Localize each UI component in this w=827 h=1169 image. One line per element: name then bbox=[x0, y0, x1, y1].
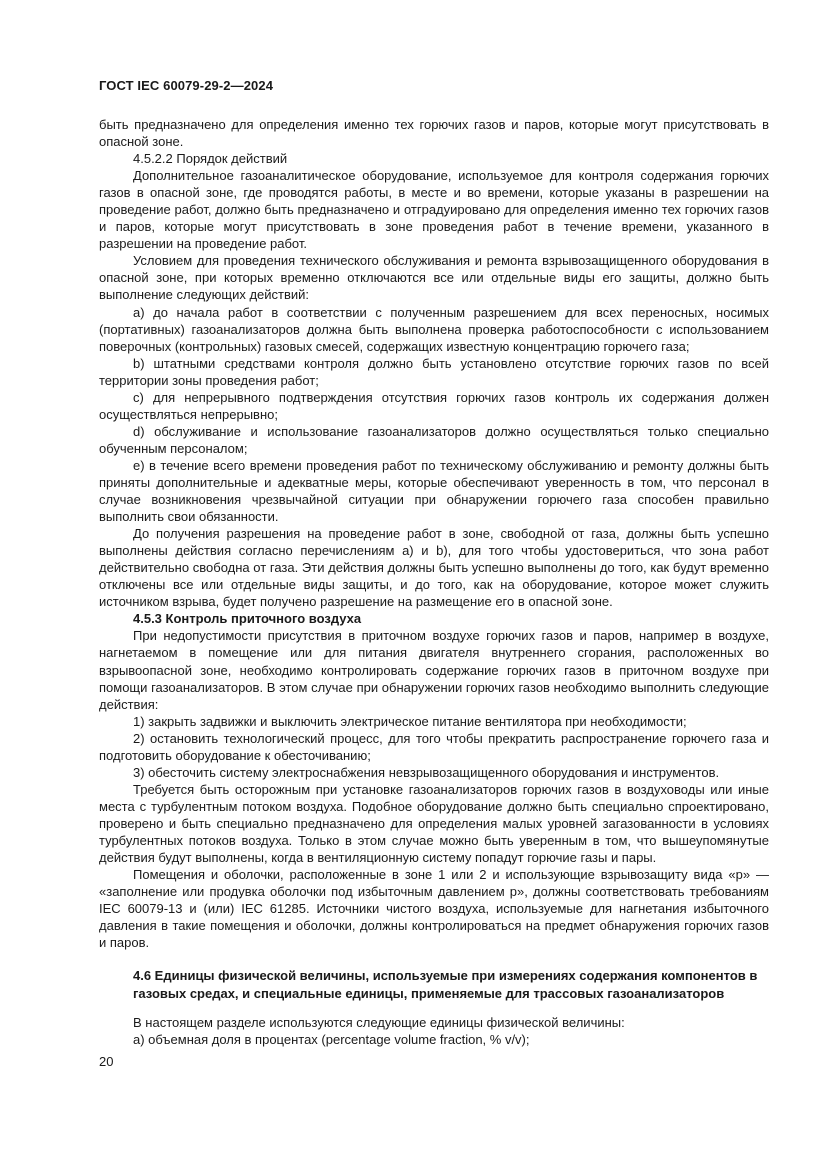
section-heading-4-6: 4.6 Единицы физической величины, используемые при измерениях содержания компонентов в газовых средах, и специальные единицы, применяемые для трассовых газоанализаторов bbox=[133, 968, 758, 1001]
section-heading-4-5-3: 4.5.3 Контроль приточного воздуха bbox=[133, 611, 362, 627]
paragraph: Условием для проведения технического обслуживания и ремонта взрывозащищенного оборудования в опасной зоне, при которых временно отключаются все или отдельные виды его защиты, должно быть выполнение следующих действий: bbox=[99, 253, 769, 303]
list-item: a) до начала работ в соответствии с полученным разрешением для всех переносных, носимых (портативных) газоанализаторов должна быть выполнена проверка работоспособности с использованием поверочных (контрольных) газовых смесей, содержащих известную концентрацию горючего газа; bbox=[99, 304, 769, 354]
paragraph: При недопустимости присутствия в приточном воздухе горючих газов и паров, например в воздухе, нагнетаемом в помещение или для питания двигателя внутреннего сгорания, расположенных во взрывоопасной зоне, необходимо контролировать содержание горючих газов в приточном воздухе при помощи газоанализаторов. В этом случае при обнаружении горючих газов необходимо выполнить следующие действия: bbox=[99, 628, 769, 712]
list-item: 2) остановить технологический процесс, для того чтобы прекратить распространение горючего газа и подготовить оборудование к обесточиванию; bbox=[99, 730, 769, 763]
list-item: b) штатными средствами контроля должно быть установлено отсутствие горючих газов по всей территории зоны проведения работ; bbox=[99, 355, 769, 388]
document-body bbox=[99, 116, 769, 1048]
list-item: 3) обесточить систему электроснабжения невзрывозащищенного оборудования и инструментов. bbox=[133, 764, 720, 780]
page-number: 20 bbox=[99, 1054, 114, 1069]
paragraph: Дополнительное газоаналитическое оборудование, используемое для контроля содержания горючих газов в опасной зоне, где проводятся работы, в месте и во времени, которые указаны в разрешении на проведение работ, должно быть предназначено и отградуировано для определения именно тех горючих газов и паров, которые могут присутствовать в зоне проведения работ в течение времени, указанного в разрешении на проведение работ. bbox=[99, 168, 769, 252]
list-item: e) в течение всего времени проведения работ по техническому обслуживанию и ремонту должны быть приняты дополнительные и адекватные меры, которые обеспечивают уверенность в том, что персонал в случае возникновения чрезвычайной ситуации при обнаружении горючего газа способен правильно выполнить свои обязанности. bbox=[99, 457, 769, 525]
paragraph: В настоящем разделе используются следующие единицы физической величины: bbox=[133, 1015, 625, 1031]
list-item: 1) закрыть задвижки и выключить электрическое питание вентилятора при необходимости; bbox=[133, 713, 687, 729]
document-header: ГОСТ IEC 60079-29-2—2024 bbox=[99, 78, 274, 93]
paragraph: быть предназначено для определения именно тех горючих газов и паров, которые могут присутствовать в опасной зоне. bbox=[99, 117, 769, 150]
paragraph: Требуется быть осторожным при установке газоанализаторов горючих газов в воздуховоды или иные места с турбулентным потоком воздуха. Подобное оборудование должно быть специально спроектировано, проверено и быть специально предназначено для определения малых уровней загазованности в условиях турбулентных потоков воздуха. Только в этом случае можно быть уверенным в том, что вышеупомянутые действия будут выполнены, когда в вентиляционную систему попадут горючие газы и пары. bbox=[99, 781, 769, 866]
paragraph: Помещения и оболочки, расположенные в зоне 1 или 2 и использующие взрывозащиту вида «p» — «заполнение или продувка оболочки под избыточным давлением p», должны соответствовать требованиям IEC 60079-13 и (или) IEC 61285. Источники чистого воздуха, используемые для нагнетания избыточного давления в такие помещения и оболочки, должны контролироваться на предмет обнаружения горючих газов и паров. bbox=[99, 867, 769, 951]
subsection-heading: 4.5.2.2 Порядок действий bbox=[133, 151, 288, 167]
list-item: a) объемная доля в процентах (percentage volume fraction, % v/v); bbox=[133, 1032, 530, 1048]
list-item: c) для непрерывного подтверждения отсутствия горючих газов контроль их содержания должен осуществляться непрерывно; bbox=[99, 389, 769, 422]
paragraph: До получения разрешения на проведение работ в зоне, свободной от газа, должны быть успешно выполнены действия согласно перечислениям a) и b), для того чтобы удостовериться, что зона работ действительно свободна от газа. Эти действия должны быть успешно выполнены до того, как будут временно отключены все или отдельные виды защиты, и до того, как на оборудование, которое может служить источником взрыва, будет получено разрешение на размещение его в опасной зоне. bbox=[99, 526, 769, 610]
list-item: d) обслуживание и использование газоанализаторов должно осуществляться только специально обученным персоналом; bbox=[99, 423, 769, 456]
